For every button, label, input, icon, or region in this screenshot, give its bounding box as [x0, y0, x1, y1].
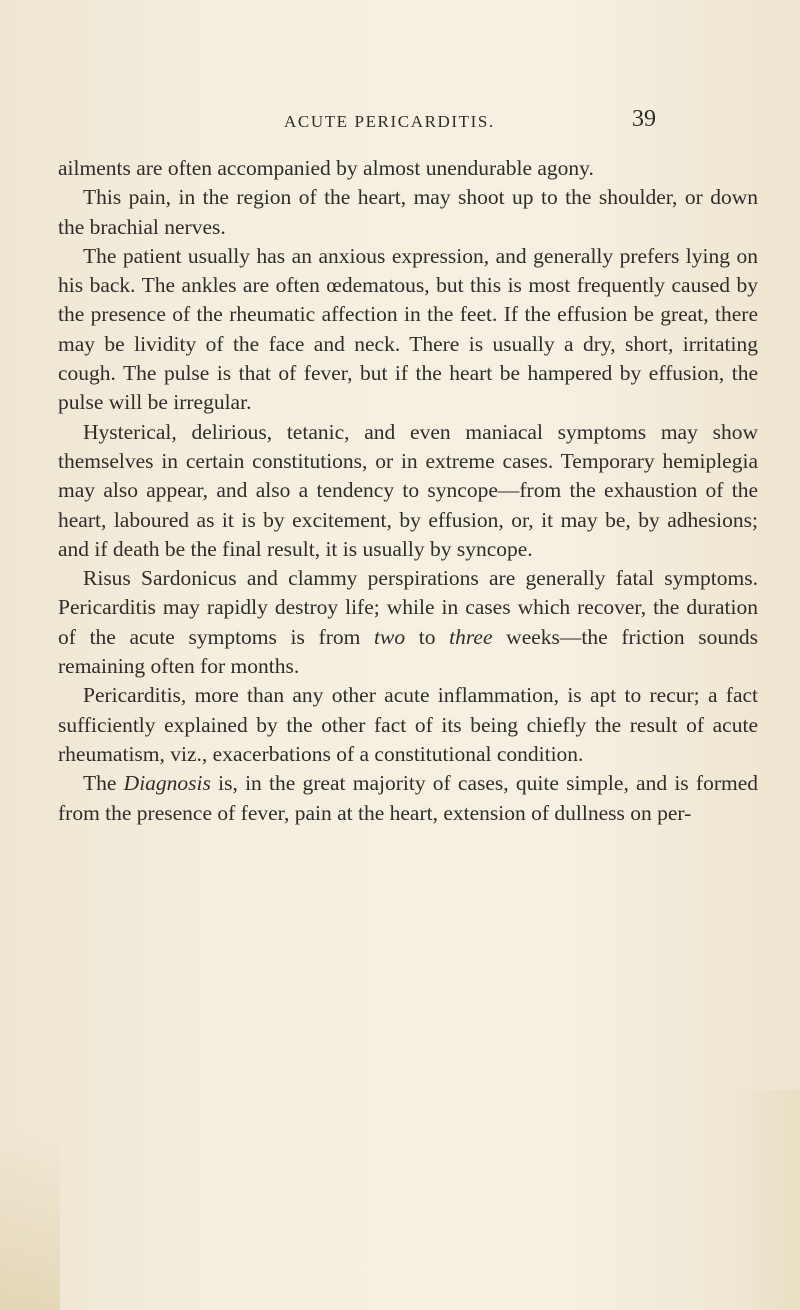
text-segment: to: [405, 624, 450, 649]
text-segment: The: [83, 771, 124, 796]
paragraph-7: [58, 769, 758, 828]
text-segment: ailments are often accompanied by almost unendurable agony.: [58, 156, 594, 180]
paper-stain-right: [730, 1090, 800, 1310]
body-text: [58, 154, 758, 828]
paragraph-5: [58, 564, 758, 681]
italic-text: two: [374, 624, 406, 649]
text-segment: weeks—the friction sounds remaining often for months.: [58, 624, 758, 679]
paragraph-6: [58, 681, 758, 769]
running-head: ACUTE PERICARDITIS.: [284, 112, 495, 131]
italic-text: Diagnosis: [123, 771, 211, 796]
text-segment: is, in the great majority of cases, quite simple, and is formed from the presence of fever, pain at the heart, extension of dullness on per-: [58, 771, 758, 825]
paragraph-3: [58, 242, 758, 418]
italic-text: three: [449, 624, 493, 649]
text-segment: Hysterical, delirious, tetanic, and even maniacal symptoms may show themselves in certain constitutions, or in extreme cases. Temporary hemiplegia may also appear, and also a tendency to syncope—from the exhaustion of the heart, laboured as it is by excitement, by effusion, or, it may be, by adhesions; and if death be the final result, it is usually by syncope.: [58, 419, 758, 561]
page-number: 39: [632, 106, 656, 132]
text-segment: This pain, in the region of the heart, may shoot up to the shoulder, or down the brachial nerves.: [58, 185, 758, 239]
paragraph-2: [58, 183, 758, 242]
page-header: [0, 106, 800, 140]
text-segment: The patient usually has an anxious expression, and generally prefers lying on his back. The ankles are often œdematous, but this is most frequently caused by the presence of the rheumatic affection in the feet. If the effusion be great, there may be lividity of the face and neck. There is usually a dry, short, irritating cough. The pulse is that of fever, but if the heart be hampered by effusion, the pulse will be irregular.: [58, 243, 758, 415]
paragraph-1: [58, 154, 758, 183]
text-segment: Pericarditis, more than any other acute inflammation, is apt to recur; a fact sufficiently explained by the other fact of its being chiefly the result of acute rheumatism, viz., exacerbations of a constitutional condition.: [58, 683, 758, 766]
text-segment: Risus Sardonicus and clammy perspirations are generally fatal symptoms. Pericarditis may rapidly destroy life; while in cases which recover, the duration of the acute symptoms is from: [58, 566, 758, 649]
paper-stain-left: [0, 1130, 60, 1310]
paragraph-4: [58, 418, 758, 564]
